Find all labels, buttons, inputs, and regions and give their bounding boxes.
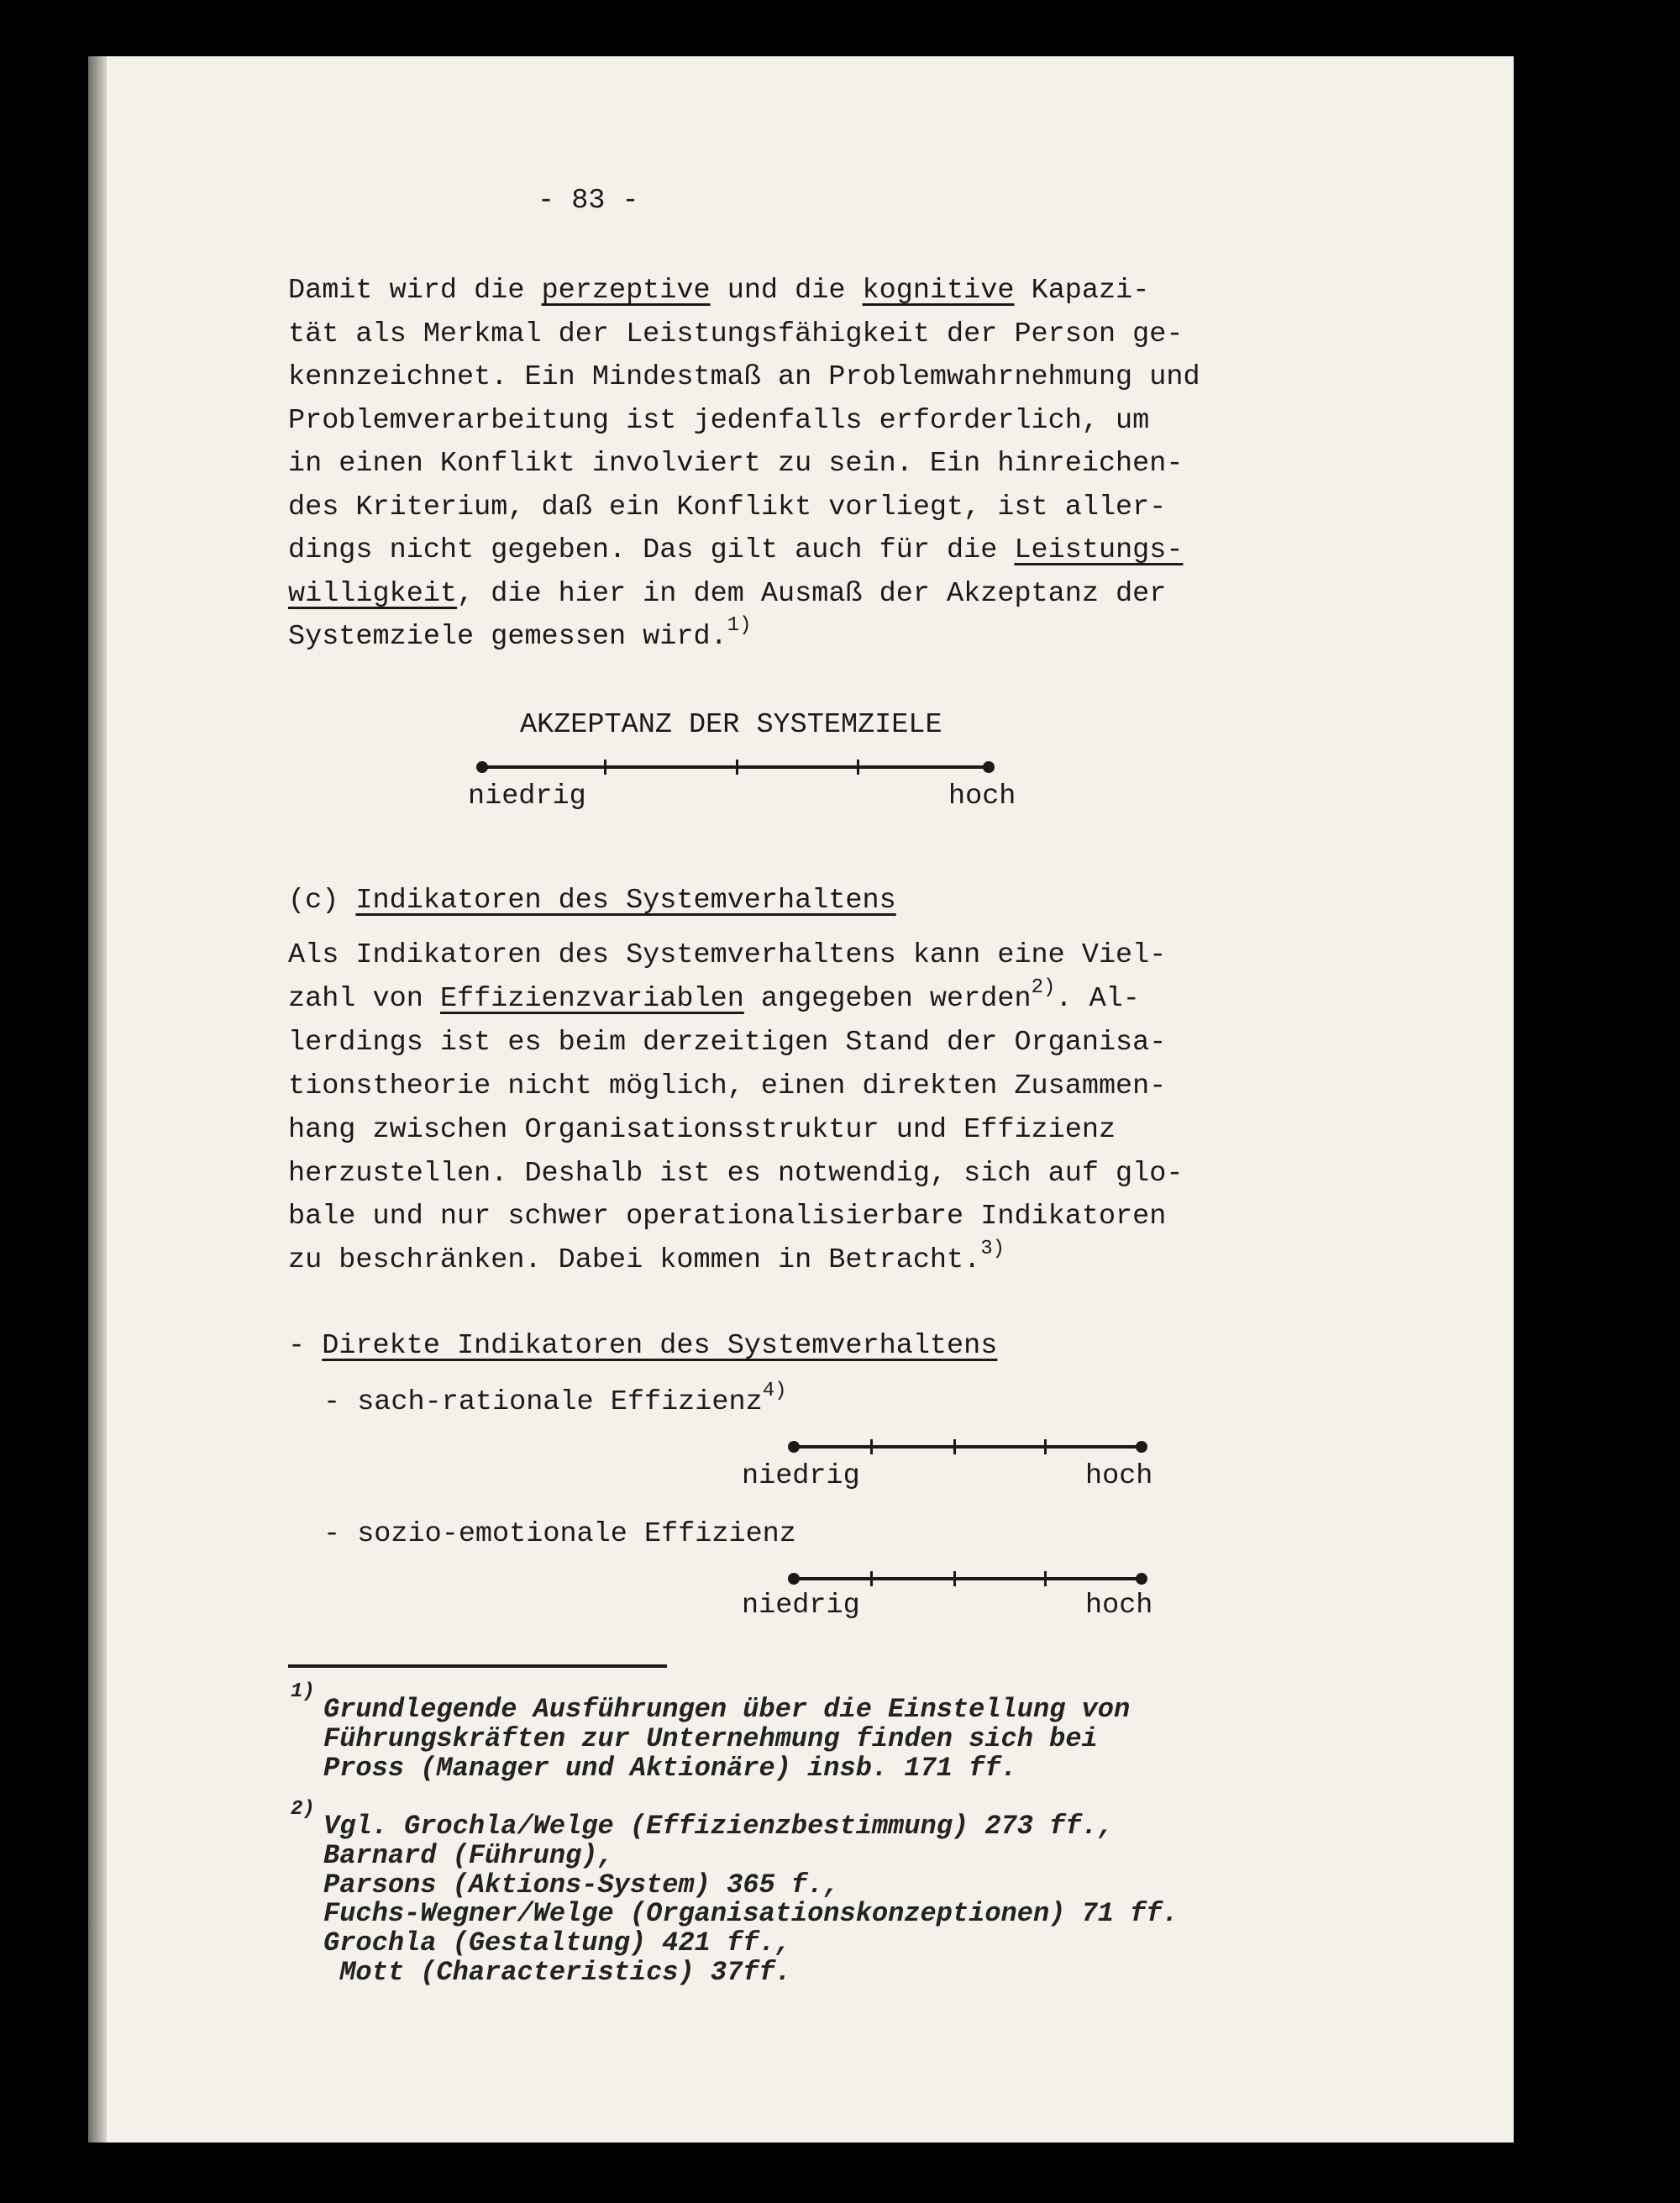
text-segment: herzustellen. Deshalb ist es notwendig, sich auf glo- — [288, 1157, 1184, 1190]
text-segment: Mott (Characteristics) 37ff. — [323, 1957, 791, 1988]
scale-sach-rationale — [794, 1445, 1142, 1449]
text-segment: dings nicht gegeben. Das gilt auch für die — [288, 534, 1015, 566]
footnote-reference: 1) — [727, 614, 752, 637]
text-segment: Systemziele gemessen wird. — [288, 621, 727, 653]
text-line — [288, 399, 1149, 443]
text-line — [323, 1841, 614, 1870]
underlined-text: Leistungs- — [1014, 534, 1184, 566]
text-line — [288, 486, 1166, 529]
scale-title-akzeptanz: AKZEPTANZ DER SYSTEMZIELE — [520, 709, 942, 741]
scale-high-label: hoch — [1085, 1460, 1153, 1492]
text-segment: Barnard (Führung), — [323, 1839, 614, 1871]
scale-sozio-emotionale — [794, 1577, 1142, 1580]
text-segment: - — [288, 1330, 323, 1362]
scale-tick — [1044, 1439, 1047, 1454]
text-line — [288, 615, 752, 659]
underlined-text: Indikatoren des Systemverhaltens — [355, 885, 896, 917]
text-segment: des Kriterium, daß ein Konflikt vorliegt, ist aller- — [288, 491, 1167, 523]
scale-end-dot — [1136, 1573, 1147, 1585]
text-segment: , die hier in dem Ausmaß der Akzeptanz der — [457, 577, 1167, 610]
scale-tick — [870, 1439, 873, 1454]
scale-tick — [953, 1571, 956, 1586]
text-line — [288, 572, 1166, 616]
text-segment: hang zwischen Organisationsstruktur und Effizienz — [288, 1113, 1116, 1146]
text-segment: Als Indikatoren des Systemverhaltens kann eine Viel- — [288, 939, 1167, 971]
text-segment: - sach-rationale Effizienz — [323, 1386, 763, 1418]
text-line — [323, 1724, 1098, 1753]
text-segment: und die — [710, 275, 863, 307]
text-segment: Führungskräften zur Unternehmung finden sich bei — [323, 1723, 1098, 1754]
text-segment: - sozio-emotionale Effizienz — [323, 1518, 796, 1550]
text-segment: . Al- — [1055, 982, 1140, 1015]
underlined-text: kognitive — [862, 275, 1015, 307]
text-segment: Damit wird die — [288, 275, 542, 307]
scale-end-dot — [983, 761, 995, 773]
text-line — [288, 269, 1149, 313]
text-line — [288, 313, 1183, 356]
scale-end-dot — [476, 761, 488, 773]
footnote-reference: 3) — [980, 1238, 1005, 1261]
scale-tick — [1044, 1571, 1047, 1586]
text-line — [288, 977, 1140, 1021]
footnote-reference: 2) — [1031, 975, 1056, 999]
text-line — [288, 933, 1166, 977]
text-line — [288, 1238, 1005, 1282]
text-line — [288, 442, 1183, 486]
scale-end-dot — [1136, 1441, 1147, 1453]
footnote-separator — [288, 1664, 667, 1668]
text-segment: zahl von — [288, 982, 440, 1015]
scale-high-label: hoch — [1085, 1590, 1153, 1622]
footnote-reference: 4) — [762, 1380, 787, 1402]
scale-tick — [953, 1439, 956, 1454]
footnote-1-marker: 1) — [291, 1680, 315, 1703]
text-line — [288, 1195, 1166, 1238]
text-line — [288, 1324, 997, 1368]
scale-tick — [870, 1571, 873, 1586]
text-segment: bale und nur schwer operationalisierbare Indikatoren — [288, 1201, 1167, 1233]
scale-low-label: niedrig — [742, 1590, 860, 1622]
text-line — [323, 1958, 791, 1987]
scale-tick — [604, 760, 606, 775]
text-segment: Fuchs-Wegner/Welge (Organisationskonzeptionen) 71 ff. — [323, 1898, 1179, 1930]
underlined-text: Effizienzvariablen — [439, 982, 744, 1015]
text-segment: in einen Konflikt involviert zu sein. Ein hinreichen- — [288, 448, 1184, 480]
text-segment: Kapazi- — [1014, 275, 1150, 307]
page-number: - 83 - — [538, 185, 639, 217]
text-line — [288, 1152, 1183, 1196]
text-segment: Grochla (Gestaltung) 421 ff., — [323, 1927, 791, 1959]
text-segment: zu beschränken. Dabei kommen in Betracht. — [288, 1244, 981, 1277]
scale-high-label: hoch — [948, 781, 1016, 812]
text-segment: Vgl. Grochla/Welge (Effizienzbestimmung) 273 ff., — [323, 1811, 1114, 1842]
text-line — [323, 1512, 796, 1556]
text-line — [323, 1811, 1114, 1841]
text-segment: tät als Merkmal der Leistungsfähigkeit der Person ge- — [288, 318, 1184, 350]
text-segment: angegeben werden — [743, 982, 1032, 1015]
scale-low-label: niedrig — [468, 781, 586, 812]
text-segment: Parsons (Aktions-System) 365 f., — [323, 1869, 840, 1901]
text-line — [288, 1108, 1116, 1152]
text-line — [288, 1065, 1166, 1108]
text-line — [288, 355, 1200, 399]
text-line — [323, 1753, 1017, 1783]
text-segment: tionstheorie nicht möglich, einen direkten Zusammen- — [288, 1070, 1167, 1102]
scale-tick — [857, 760, 859, 775]
text-line — [323, 1380, 787, 1424]
text-segment: lerdings ist es beim derzeitigen Stand der Organisa- — [288, 1026, 1167, 1059]
scale-tick — [736, 760, 738, 775]
text-segment: kennzeichnet. Ein Mindestmaß an Problemwahrnehmung und — [288, 361, 1200, 393]
scale-end-dot — [788, 1441, 800, 1453]
text-line — [288, 1021, 1166, 1065]
text-line — [288, 879, 896, 923]
text-segment: Grundlegende Ausführungen über die Einstellung von — [323, 1694, 1131, 1725]
text-line — [288, 528, 1184, 572]
scale-low-label: niedrig — [742, 1460, 860, 1492]
text-line — [323, 1870, 840, 1900]
text-segment: Pross (Manager und Aktionäre) insb. 171 ff. — [323, 1753, 1017, 1784]
scale-end-dot — [788, 1573, 800, 1585]
underlined-text: willigkeit — [288, 577, 458, 610]
footnote-2-marker: 2) — [291, 1798, 315, 1821]
text-segment: (c) — [288, 885, 356, 917]
scale-akzeptanz — [482, 765, 989, 769]
page-gutter-shadow — [88, 56, 107, 2143]
underlined-text: Direkte Indikatoren des Systemverhaltens — [322, 1330, 998, 1362]
text-line — [323, 1928, 791, 1958]
text-line — [323, 1695, 1130, 1724]
text-line — [323, 1899, 1179, 1928]
underlined-text: perzeptive — [541, 275, 711, 307]
text-segment: Problemverarbeitung ist jedenfalls erforderlich, um — [288, 404, 1150, 437]
